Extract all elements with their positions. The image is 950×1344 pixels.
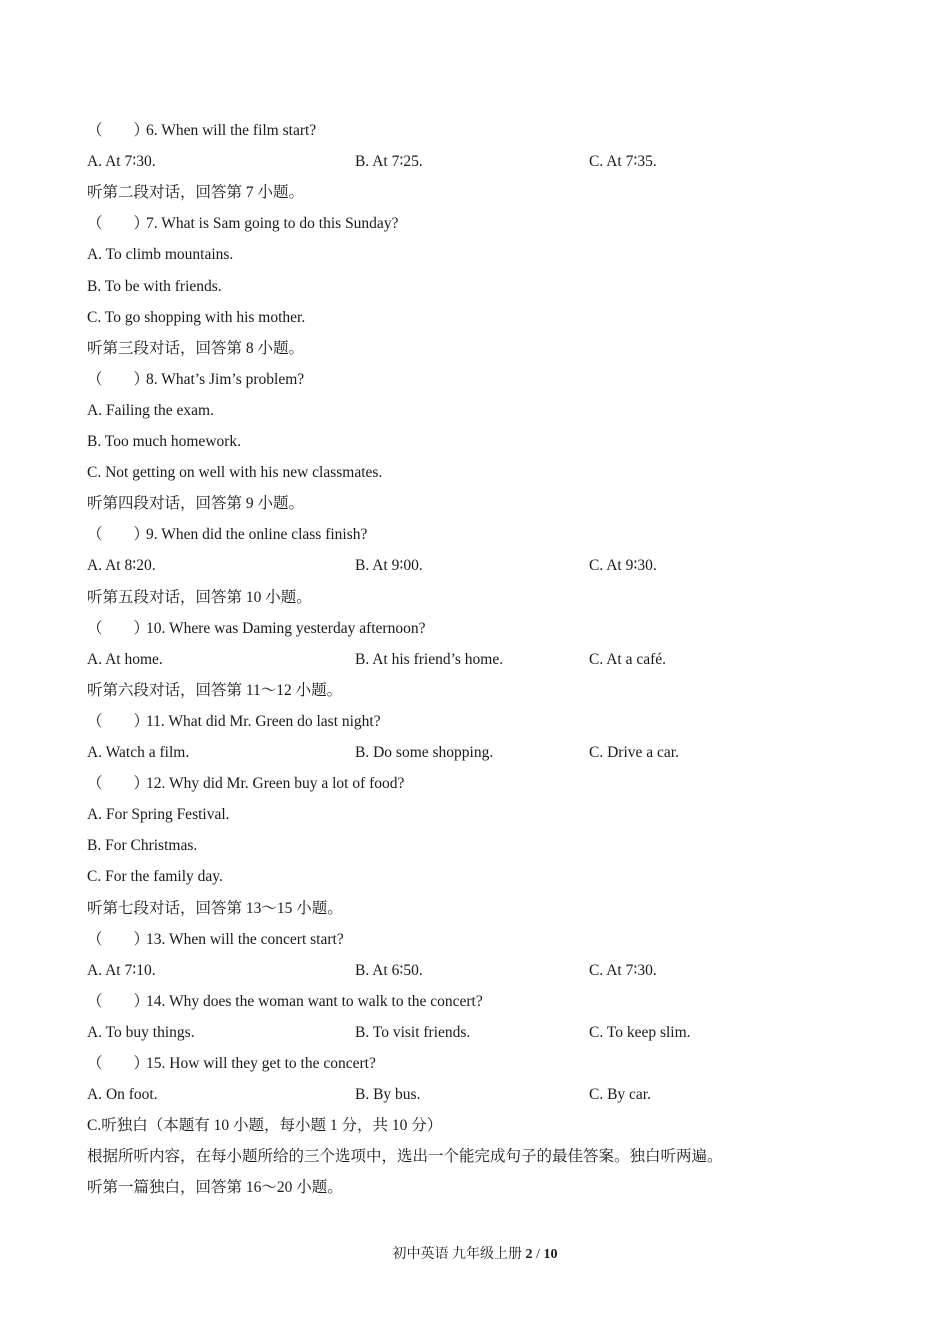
text-line: B. For Christmas. [87,837,198,855]
option-a: A. Watch a film. [87,744,190,761]
page-separator: / [532,1247,544,1262]
text-line: A. For Spring Festival. [87,806,230,824]
option-c: C. At 9∶30. [589,557,657,575]
answer-blank[interactable]: （ ） [87,930,150,948]
option-c: C. To keep slim. [589,1023,691,1041]
option-b: B. At 9∶00. [355,557,423,575]
option-b: B. At 7∶25. [355,153,423,171]
question-text: 15. How will they get to the concert? [146,1055,376,1072]
text-line: 听第三段对话，回答第 8 小题。 [87,339,305,357]
question-text: 10. Where was Daming yesterday afternoon? [146,619,426,637]
text-line: C. Not getting on well with his new classmates. [87,464,383,482]
question-text: 9. When did the online class finish? [146,526,368,544]
text-line: B. Too much homework. [87,433,242,450]
option-b: B. To visit friends. [355,1023,471,1041]
text-line: 听第一篇独白，回答第 16～20 小题。 [87,1179,343,1197]
question-line [87,773,404,795]
option-c: C. Drive a car. [589,744,679,761]
footer-label: 初中英语 九年级上册 [392,1247,523,1262]
question-line [87,618,425,640]
answer-blank[interactable]: （ ） [87,992,150,1010]
question-text: 11. What did Mr. Green do last night? [146,712,381,730]
text-line: 听第二段对话，回答第 7 小题。 [87,184,305,202]
question-line [87,711,381,733]
question-line [87,213,398,235]
text-line: 根据所听内容，在每小题所给的三个选项中，选出一个能完成句子的最佳答案。独白听两遍。 [87,1148,723,1166]
question-text: 7. What is Sam going to do this Sunday? [146,215,399,233]
text-line: 听第七段对话，回答第 13～15 小题。 [87,899,343,917]
question-line [87,929,344,951]
answer-blank[interactable]: （ ） [87,122,150,139]
text-line: 听第六段对话，回答第 11～12 小题。 [87,681,343,699]
option-c: C. At a café. [589,650,667,668]
answer-blank[interactable]: （ ） [87,619,150,637]
question-line [87,120,316,142]
question-text: 13. When will the concert start? [146,930,344,948]
answer-blank[interactable]: （ ） [87,215,150,233]
text-line: A. To climb mountains. [87,246,234,264]
option-b: B. At his friend’s home. [355,650,504,668]
option-c: C. At 7∶30. [589,961,657,979]
question-text: 14. Why does the woman want to walk to the concert? [146,992,483,1010]
text-line: C.听独白（本题有 10 小题，每小题 1 分，共 10 分） [87,1117,443,1135]
answer-blank[interactable]: （ ） [87,712,150,730]
question-line [87,991,483,1013]
question-line [87,1053,376,1075]
answer-blank[interactable]: （ ） [87,1055,150,1072]
question-line [87,369,304,391]
option-b: B. At 6∶50. [355,961,423,979]
page-number: 2 [525,1247,533,1262]
option-a: A. At home. [87,650,163,668]
page-total: 10 [543,1247,558,1262]
text-line: 听第四段对话，回答第 9 小题。 [87,495,305,513]
text-line: C. For the family day. [87,868,223,886]
option-c: C. By car. [589,1086,651,1104]
option-a: A. To buy things. [87,1023,195,1041]
answer-blank[interactable]: （ ） [87,370,150,388]
question-text: 8. What’s Jim’s problem? [146,370,305,388]
option-b: B. Do some shopping. [355,744,494,761]
text-line: 听第五段对话，回答第 10 小题。 [87,588,312,606]
option-b: B. By bus. [355,1086,421,1104]
question-text: 6. When will the film start? [146,122,317,139]
option-a: A. At 7∶30. [87,153,156,171]
text-line: A. Failing the exam. [87,401,214,419]
option-a: A. At 8∶20. [87,557,156,575]
question-text: 12. Why did Mr. Green buy a lot of food? [146,775,405,793]
answer-blank[interactable]: （ ） [87,526,150,544]
text-line: C. To go shopping with his mother. [87,308,306,326]
option-a: A. On foot. [87,1086,158,1104]
answer-blank[interactable]: （ ） [87,775,150,793]
option-a: A. At 7∶10. [87,961,156,979]
option-c: C. At 7∶35. [589,153,657,171]
question-line [87,524,367,546]
text-line: B. To be with friends. [87,277,222,295]
page-footer [0,1245,950,1265]
